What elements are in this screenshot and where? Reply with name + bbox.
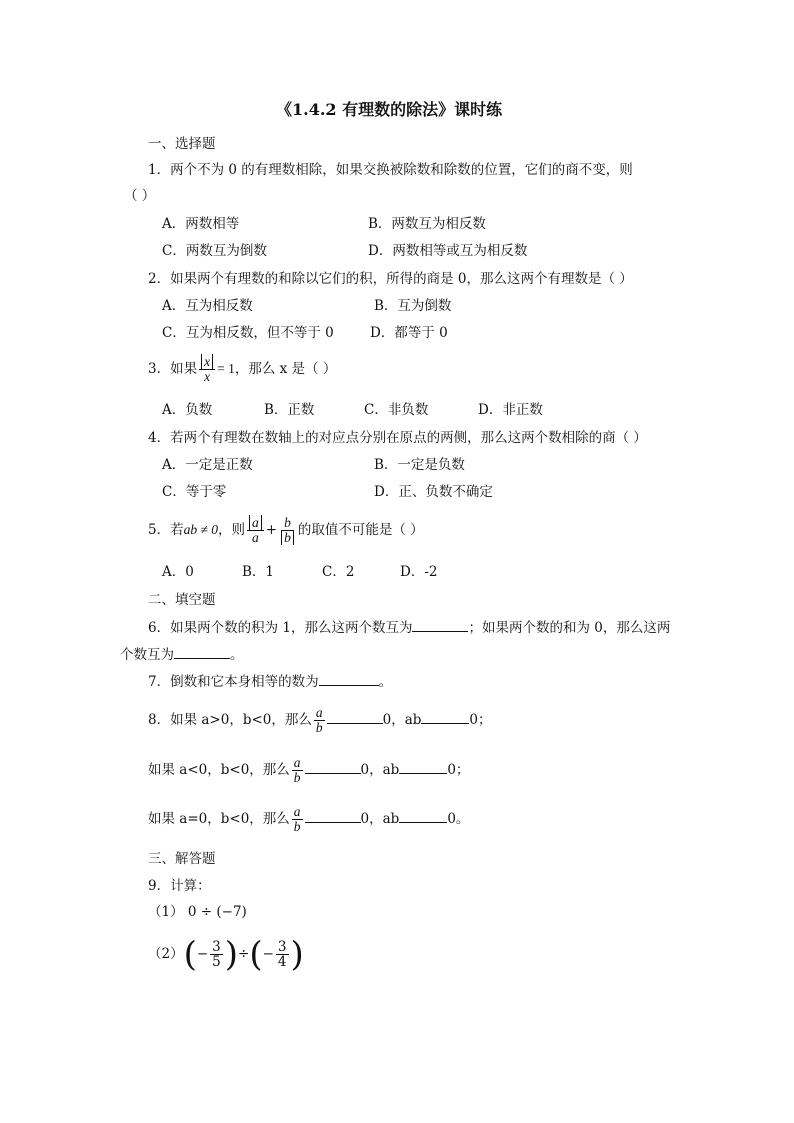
question-1-stem: 1．两个不为 0 的有理数相除，如果交换被除数和除数的位置，它们的商不变，则 — [148, 162, 633, 178]
question-1-option-d: D．两数相等或互为相反数 — [368, 243, 528, 259]
question-1-option-c: C．两数互为倒数 — [162, 243, 267, 259]
question-6-line-1 — [148, 619, 670, 636]
denominator-b: b — [315, 720, 323, 735]
question-1-bracket: （ ） — [124, 188, 156, 204]
question-5-option-c: C．2 — [322, 564, 355, 580]
question-3-prefix: 3．如果 — [148, 361, 198, 377]
zero-ab-text: 0，ab — [360, 762, 400, 778]
abs-x-over-x-fraction — [199, 355, 215, 384]
answer-blank[interactable] — [399, 761, 447, 774]
question-6-text-a: 6．如果两个数的积为 1，那么这两个数互为 — [148, 620, 413, 636]
three-quarters-fraction — [276, 940, 289, 969]
section-heading-fill: 二、填空题 — [148, 592, 216, 608]
numerator-a: a — [293, 755, 301, 770]
a-over-b-fraction — [292, 805, 303, 834]
question-2-option-d: D．都等于 0 — [370, 325, 448, 341]
right-paren: ) — [290, 934, 304, 975]
left-paren: ( — [249, 934, 263, 975]
question-5-mid: ，则 — [218, 522, 246, 538]
zero-ab-text: 0，ab — [382, 712, 422, 728]
question-4-option-b: B．一定是负数 — [374, 457, 465, 473]
question-3-option-a: A．负数 — [162, 402, 213, 418]
question-8-condition-3: 如果 a=0，b<0，那么 — [148, 811, 290, 827]
question-3-suffix: ，那么 x 是（ ） — [234, 361, 337, 377]
abs-a: a — [249, 515, 262, 530]
denominator-a: a — [252, 530, 259, 545]
answer-blank[interactable] — [412, 619, 468, 632]
question-6-text-b: ；如果两个数的和为 0，那么这两 — [468, 620, 671, 636]
question-7-end: 。 — [378, 674, 393, 690]
question-2-option-b: B．互为倒数 — [374, 298, 452, 314]
division-sign: ÷ — [238, 946, 250, 962]
question-5-option-b: B．1 — [242, 564, 275, 580]
question-1-option-a: A．两数相等 — [162, 216, 240, 232]
question-3-option-b: B．正数 — [264, 402, 315, 418]
numerator-a: a — [315, 705, 323, 720]
minus-sign: − — [262, 946, 274, 962]
question-6-line-2 — [120, 646, 244, 663]
question-5-prefix: 5．若 — [148, 522, 184, 538]
question-9-part-1: （1） 0 ÷ (−7) — [148, 904, 247, 920]
minus-sign: − — [196, 946, 209, 962]
denominator-b: b — [293, 770, 301, 785]
abs-a-over-a-fraction — [247, 516, 264, 545]
answer-blank[interactable] — [319, 673, 379, 686]
part-2-label: （2） — [148, 946, 184, 962]
section-heading-solve: 三、解答题 — [148, 851, 216, 867]
question-9-part-2 — [148, 934, 304, 974]
question-2-option-a: A．互为相反数 — [162, 298, 253, 314]
question-5-stem — [148, 512, 424, 548]
question-4-stem: 4．若两个有理数在数轴上的对应点分别在原点的两侧，那么这两个数相除的商（ ） — [148, 430, 647, 446]
question-9-stem: 9．计算： — [148, 878, 211, 894]
answer-blank[interactable] — [174, 646, 230, 659]
equals-one: = 1 — [217, 361, 235, 376]
question-1-option-b: B．两数互为相反数 — [368, 216, 486, 232]
question-4-option-d: D．正、负数不确定 — [374, 484, 493, 500]
condition-ab-not-zero: ab ≠ 0 — [183, 522, 219, 537]
row-end: 0； — [447, 762, 470, 778]
question-6-text-c: 个数互为 — [120, 647, 174, 663]
row-end: 0； — [469, 712, 492, 728]
abs-b: b — [281, 530, 294, 545]
abs-x: x — [201, 354, 213, 369]
numerator-3: 3 — [277, 939, 287, 955]
question-2-option-c: C．互为相反数，但不等于 0 — [162, 325, 334, 341]
section-heading-choice: 一、选择题 — [148, 136, 216, 152]
question-3-stem — [148, 352, 336, 386]
page-title: 《1.4.2 有理数的除法》课时练 — [276, 100, 503, 119]
a-over-b-fraction — [292, 756, 303, 785]
a-over-b-fraction — [314, 706, 325, 735]
numerator-a: a — [293, 804, 301, 819]
question-8-condition-1: 8．如果 a>0，b<0，那么 — [148, 712, 312, 728]
question-7 — [148, 673, 392, 690]
question-8-row-3 — [148, 801, 469, 837]
b-over-abs-b-fraction — [279, 516, 296, 545]
left-paren: ( — [183, 934, 197, 975]
three-fifths-fraction — [210, 940, 223, 969]
answer-blank[interactable] — [327, 711, 383, 724]
denominator-4: 4 — [277, 954, 287, 970]
question-3-option-c: C．非负数 — [364, 402, 429, 418]
question-8-condition-2: 如果 a<0，b<0，那么 — [148, 762, 290, 778]
numerator-b: b — [284, 515, 291, 530]
question-6-text-d: 。 — [230, 647, 244, 663]
answer-blank[interactable] — [305, 761, 361, 774]
plus-sign: + — [265, 522, 278, 538]
question-3-option-d: D．非正数 — [478, 402, 543, 418]
row-end: 0。 — [447, 811, 470, 827]
question-5-suffix: 的取值不可能是（ ） — [297, 522, 424, 538]
right-paren: ) — [224, 934, 239, 975]
question-5-option-d: D．-2 — [400, 564, 438, 580]
denominator-5: 5 — [212, 954, 221, 970]
denominator-b: b — [293, 819, 301, 834]
denominator-x: x — [204, 369, 211, 384]
question-8-row-2 — [148, 752, 469, 788]
zero-ab-text: 0，ab — [360, 811, 400, 827]
answer-blank[interactable] — [421, 711, 469, 724]
question-7-text: 7．倒数和它本身相等的数为 — [148, 674, 319, 690]
answer-blank[interactable] — [305, 810, 361, 823]
answer-blank[interactable] — [399, 810, 447, 823]
question-8-row-1 — [148, 702, 492, 738]
question-2-stem: 2．如果两个有理数的和除以它们的积，所得的商是 0，那么这两个有理数是（ ） — [148, 271, 633, 287]
question-4-option-c: C．等于零 — [162, 484, 227, 500]
question-4-option-a: A．一定是正数 — [162, 457, 253, 473]
numerator-3: 3 — [212, 939, 221, 955]
question-5-option-a: A．0 — [162, 564, 194, 580]
